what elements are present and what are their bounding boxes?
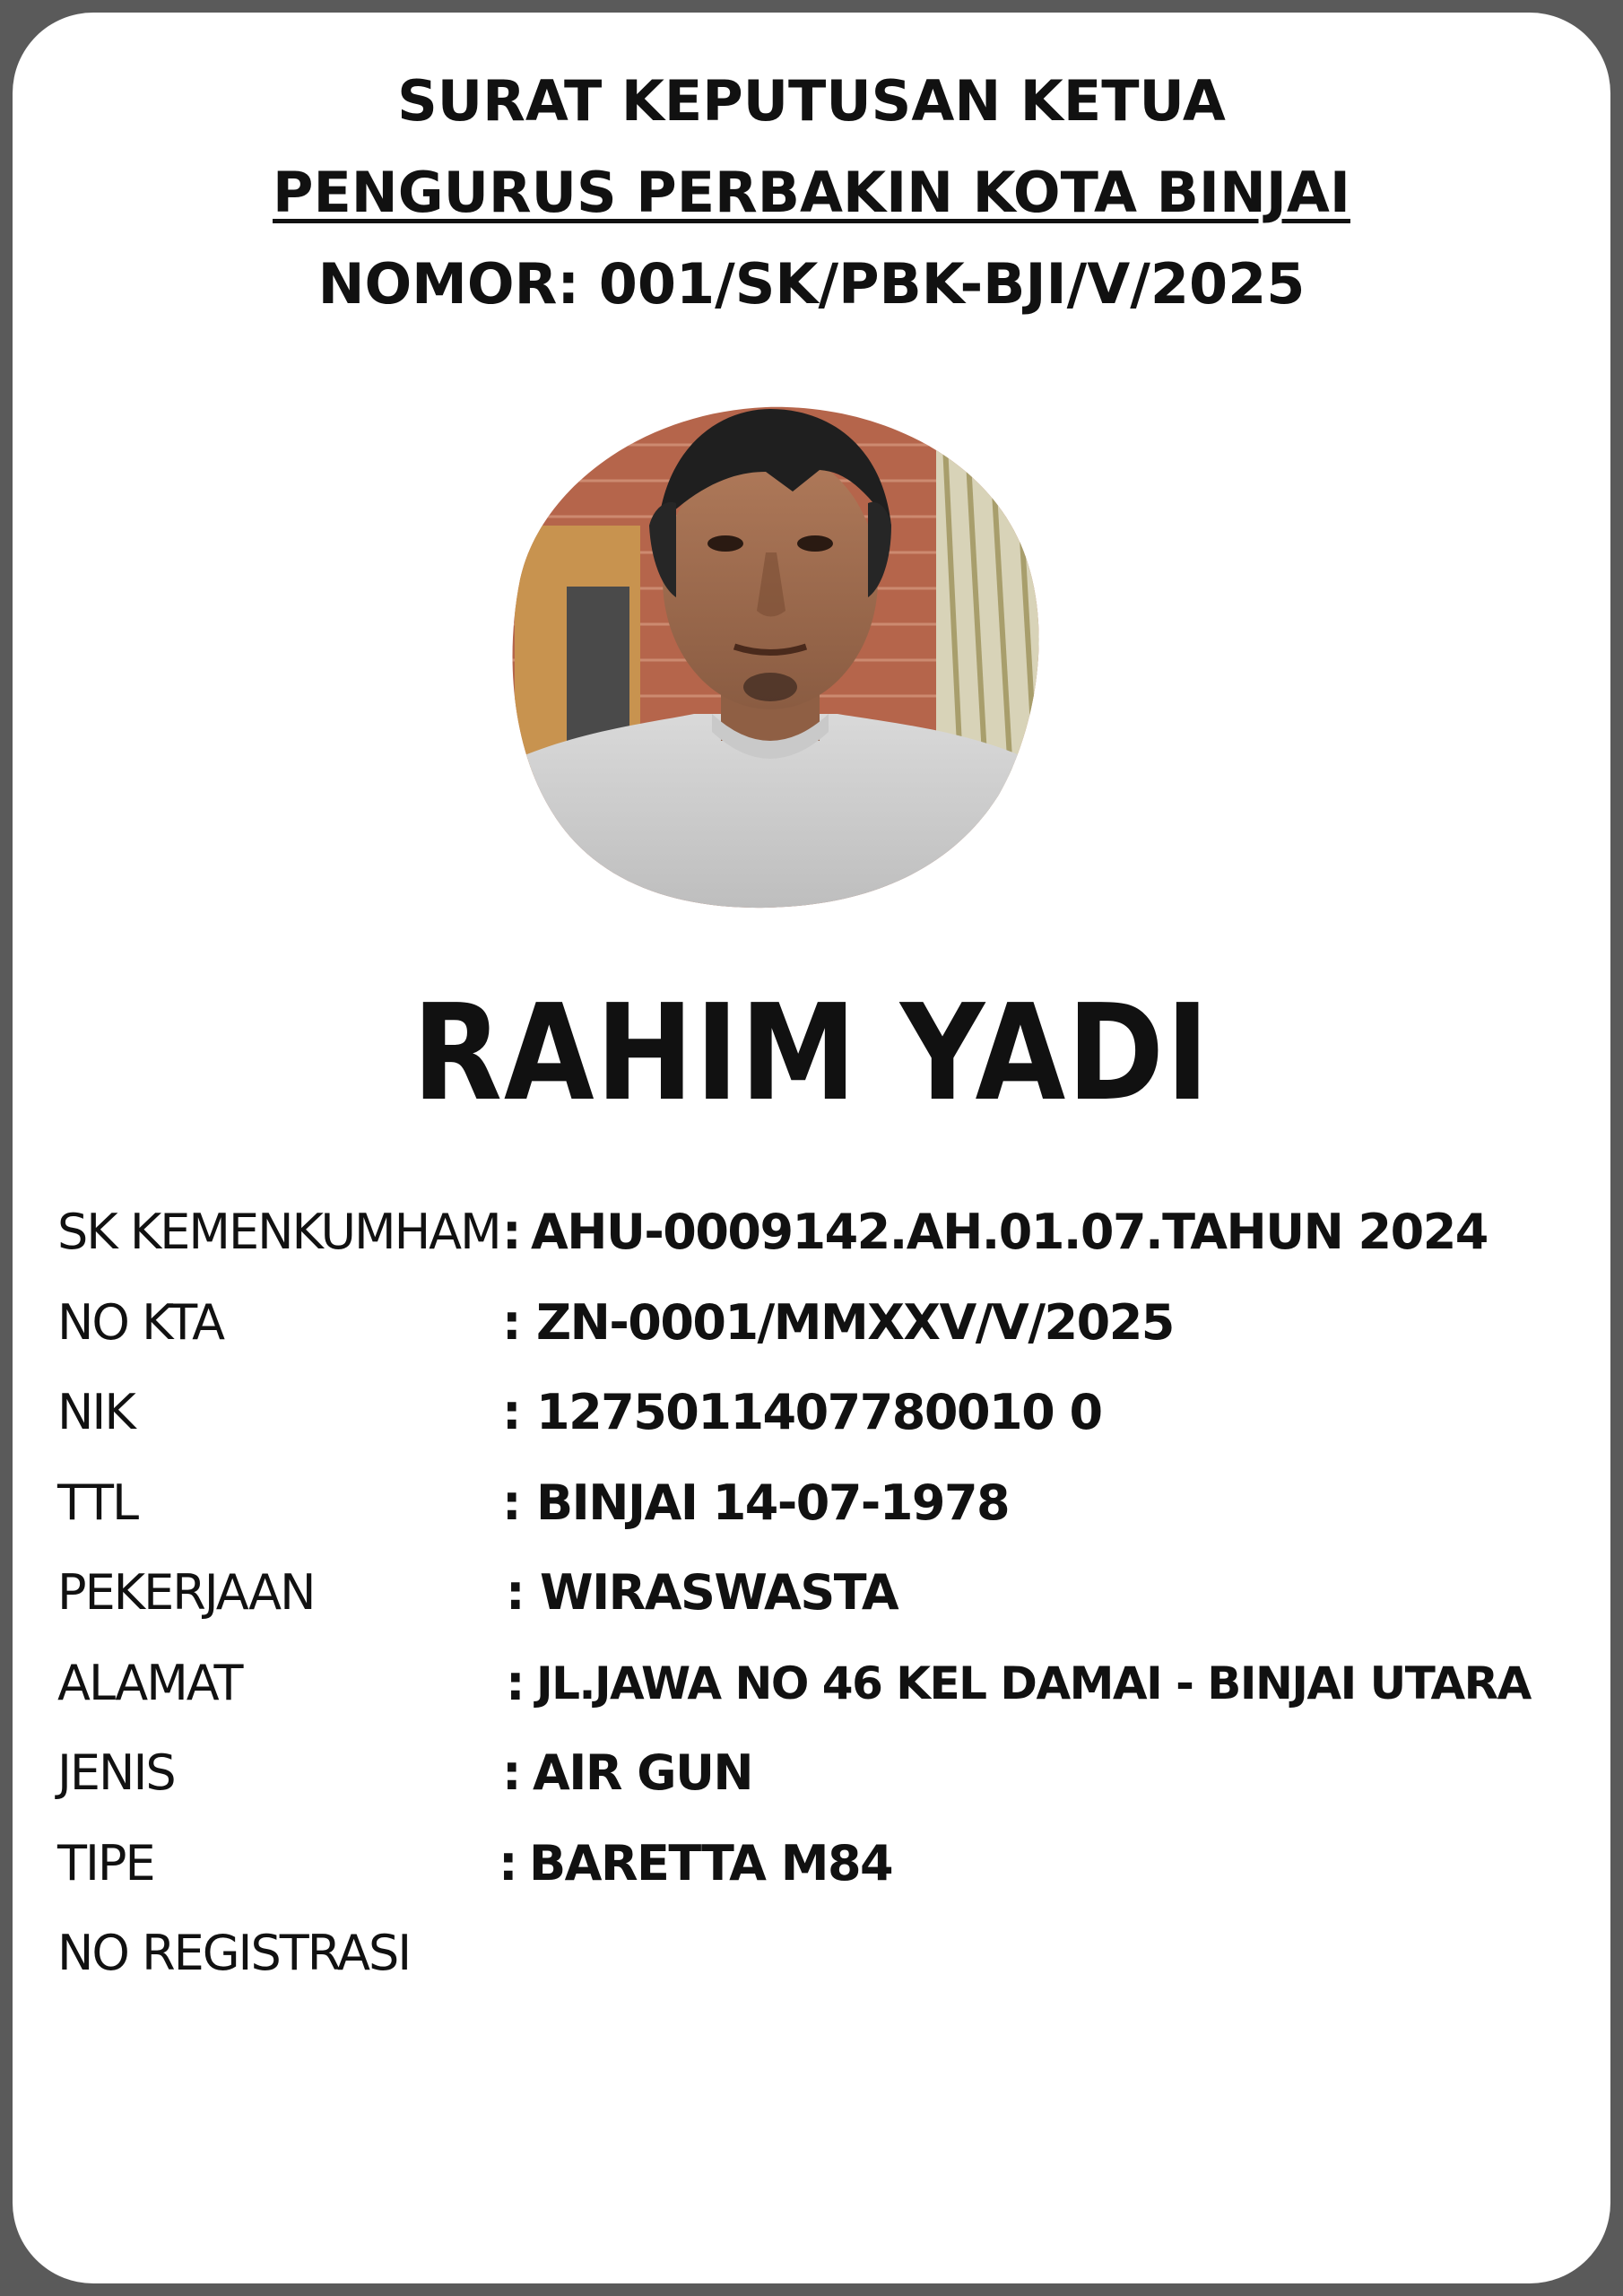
field-alamat bbox=[57, 1639, 1582, 1729]
field-separator: : bbox=[506, 1654, 525, 1711]
field-tipe bbox=[57, 1819, 1582, 1909]
field-label: NO REGISTRASI bbox=[57, 1925, 411, 1981]
field-pekerjaan bbox=[57, 1548, 1582, 1639]
field-no-kta bbox=[57, 1278, 1582, 1369]
document-header bbox=[13, 56, 1610, 330]
field-separator: : bbox=[502, 1384, 522, 1440]
field-label: NO KTA bbox=[57, 1293, 224, 1351]
field-label: ALAMAT bbox=[57, 1654, 242, 1711]
field-separator: : bbox=[502, 1474, 522, 1531]
field-ttl bbox=[57, 1458, 1582, 1549]
field-value: BARETTA M84 bbox=[529, 1834, 893, 1892]
field-label: SK KEMENKUMHAM bbox=[57, 1204, 500, 1260]
field-value: WIRASWASTA bbox=[540, 1564, 898, 1621]
field-separator: : bbox=[506, 1564, 525, 1621]
field-separator: : bbox=[502, 1204, 522, 1260]
field-value: BINJAI 14-07-1978 bbox=[536, 1474, 1010, 1531]
field-label: NIK bbox=[57, 1384, 135, 1440]
profile-photo bbox=[497, 391, 1046, 915]
member-details bbox=[57, 1187, 1582, 1999]
field-nik bbox=[57, 1368, 1582, 1458]
field-label: JENIS bbox=[57, 1744, 175, 1801]
field-separator: : bbox=[502, 1293, 522, 1351]
field-separator: : bbox=[499, 1834, 518, 1892]
field-value: AHU-0009142.AH.01.07.TAHUN 2024 bbox=[531, 1204, 1488, 1260]
header-number: NOMOR: 001/SK/PBK-BJI/V/2025 bbox=[317, 251, 1306, 317]
id-card bbox=[13, 13, 1610, 2283]
header-organization: PENGURUS PERBAKIN KOTA BINJAI bbox=[273, 160, 1350, 225]
field-label: TTL bbox=[57, 1474, 138, 1531]
header-title: SURAT KEPUTUSAN KETUA bbox=[397, 68, 1226, 134]
field-value: ZN-0001/MMXXV/V/2025 bbox=[536, 1293, 1174, 1351]
field-label: PEKERJAAN bbox=[57, 1564, 315, 1621]
field-label: TIPE bbox=[57, 1834, 154, 1892]
field-value: JL.JAWA NO 46 KEL DAMAI - BINJAI UTARA bbox=[536, 1657, 1531, 1709]
field-value: 1275011407780010 0 bbox=[536, 1384, 1102, 1440]
field-sk-kemenkumham bbox=[57, 1187, 1582, 1278]
field-separator: : bbox=[502, 1744, 522, 1801]
field-value: AIR GUN bbox=[533, 1744, 753, 1801]
field-no-registrasi bbox=[57, 1909, 1582, 1999]
field-jenis bbox=[57, 1728, 1582, 1819]
member-name: RAHIM YADI bbox=[412, 976, 1211, 1130]
